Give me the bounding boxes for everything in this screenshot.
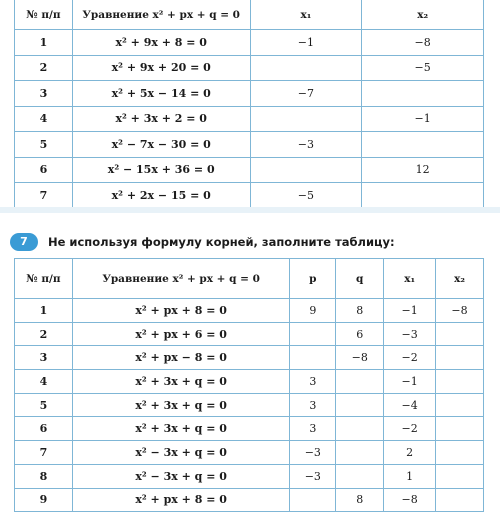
x2-cell xyxy=(362,132,484,158)
row-number: 7 xyxy=(15,183,73,209)
col-header-number: № п/п xyxy=(15,0,73,30)
x2-cell xyxy=(362,81,484,107)
row-number: 1 xyxy=(15,299,73,323)
p-cell: 3 xyxy=(290,370,336,394)
col-header-x1: x₁ xyxy=(250,0,362,30)
x1-cell: −4 xyxy=(384,393,436,417)
equation-cell: x² + 3x + q = 0 xyxy=(72,417,290,441)
q-cell: 8 xyxy=(336,299,384,323)
x2-cell: 12 xyxy=(362,157,484,183)
equation-cell: x² + px + 8 = 0 xyxy=(72,488,290,512)
x1-cell: −1 xyxy=(250,30,362,56)
x1-cell xyxy=(250,55,362,81)
table-header-row xyxy=(15,259,484,299)
p-cell: −3 xyxy=(290,464,336,488)
x1-cell: −1 xyxy=(384,370,436,394)
equation-cell: x² + px + 6 = 0 xyxy=(72,322,290,346)
roots-table-2 xyxy=(14,258,484,512)
x1-cell: −8 xyxy=(384,488,436,512)
equation-cell: x² − 7x − 30 = 0 xyxy=(72,132,250,158)
task-number-badge: 7 xyxy=(10,233,38,251)
table-row xyxy=(15,417,484,441)
table-row xyxy=(15,157,484,183)
row-number: 5 xyxy=(15,393,73,417)
row-number: 6 xyxy=(15,417,73,441)
row-number: 3 xyxy=(15,81,73,107)
x2-cell xyxy=(362,183,484,209)
q-cell xyxy=(336,464,384,488)
p-cell xyxy=(290,322,336,346)
table-row xyxy=(15,106,484,132)
table-row xyxy=(15,370,484,394)
p-cell xyxy=(290,346,336,370)
equation-cell: x² + 3x + q = 0 xyxy=(72,370,290,394)
q-cell xyxy=(336,417,384,441)
q-cell: 6 xyxy=(336,322,384,346)
x2-cell xyxy=(436,464,484,488)
table-row xyxy=(15,464,484,488)
x1-cell: −2 xyxy=(384,346,436,370)
col-header-equation: Уравнение x² + px + q = 0 xyxy=(72,259,290,299)
table-row xyxy=(15,299,484,323)
p-cell: 9 xyxy=(290,299,336,323)
equation-cell: x² + 9x + 8 = 0 xyxy=(72,30,250,56)
equation-cell: x² + 3x + q = 0 xyxy=(72,393,290,417)
task-heading xyxy=(10,233,395,251)
equation-cell: x² − 3x + q = 0 xyxy=(72,441,290,465)
col-header-x1: x₁ xyxy=(384,259,436,299)
table-row xyxy=(15,322,484,346)
x2-cell: −8 xyxy=(436,299,484,323)
q-cell xyxy=(336,393,384,417)
row-number: 3 xyxy=(15,346,73,370)
equation-cell: x² + 3x + 2 = 0 xyxy=(72,106,250,132)
x2-cell xyxy=(436,346,484,370)
row-number: 6 xyxy=(15,157,73,183)
task-text: Не используя формулу корней, заполните таблицу: xyxy=(48,235,395,249)
section-divider xyxy=(0,207,500,213)
table-header-row xyxy=(15,0,484,30)
x2-cell xyxy=(436,370,484,394)
p-cell: 3 xyxy=(290,393,336,417)
p-cell: 3 xyxy=(290,417,336,441)
row-number: 1 xyxy=(15,30,73,56)
equation-cell: x² + 5x − 14 = 0 xyxy=(72,81,250,107)
q-cell xyxy=(336,370,384,394)
x1-cell: −7 xyxy=(250,81,362,107)
x1-cell: −5 xyxy=(250,183,362,209)
q-cell: 8 xyxy=(336,488,384,512)
q-cell: −8 xyxy=(336,346,384,370)
equation-cell: x² + 9x + 20 = 0 xyxy=(72,55,250,81)
table-row xyxy=(15,346,484,370)
x2-cell xyxy=(436,322,484,346)
x2-cell: −1 xyxy=(362,106,484,132)
table-row xyxy=(15,55,484,81)
row-number: 4 xyxy=(15,370,73,394)
table-row xyxy=(15,488,484,512)
equation-cell: x² − 3x + q = 0 xyxy=(72,464,290,488)
row-number: 2 xyxy=(15,55,73,81)
x1-cell: 2 xyxy=(384,441,436,465)
p-cell: −3 xyxy=(290,441,336,465)
table-row xyxy=(15,132,484,158)
x2-cell xyxy=(436,488,484,512)
col-header-q: q xyxy=(336,259,384,299)
table-row xyxy=(15,183,484,209)
table-row xyxy=(15,393,484,417)
equation-cell: x² + px + 8 = 0 xyxy=(72,299,290,323)
x1-cell xyxy=(250,157,362,183)
row-number: 9 xyxy=(15,488,73,512)
row-number: 7 xyxy=(15,441,73,465)
q-cell xyxy=(336,441,384,465)
col-header-number: № п/п xyxy=(15,259,73,299)
x1-cell: −2 xyxy=(384,417,436,441)
x1-cell: 1 xyxy=(384,464,436,488)
row-number: 2 xyxy=(15,322,73,346)
x1-cell xyxy=(250,106,362,132)
table-row xyxy=(15,441,484,465)
table-row xyxy=(15,81,484,107)
col-header-p: p xyxy=(290,259,336,299)
row-number: 5 xyxy=(15,132,73,158)
equation-cell: x² − 15x + 36 = 0 xyxy=(72,157,250,183)
x2-cell xyxy=(436,417,484,441)
col-header-equation: Уравнение x² + px + q = 0 xyxy=(72,0,250,30)
x2-cell: −8 xyxy=(362,30,484,56)
x1-cell: −3 xyxy=(384,322,436,346)
x2-cell xyxy=(436,441,484,465)
x2-cell: −5 xyxy=(362,55,484,81)
equation-cell: x² + 2x − 15 = 0 xyxy=(72,183,250,209)
col-header-x2: x₂ xyxy=(362,0,484,30)
row-number: 4 xyxy=(15,106,73,132)
roots-table-1 xyxy=(14,0,484,209)
col-header-x2: x₂ xyxy=(436,259,484,299)
x2-cell xyxy=(436,393,484,417)
table-row xyxy=(15,30,484,56)
x1-cell: −3 xyxy=(250,132,362,158)
equation-cell: x² + px − 8 = 0 xyxy=(72,346,290,370)
row-number: 8 xyxy=(15,464,73,488)
x1-cell: −1 xyxy=(384,299,436,323)
p-cell xyxy=(290,488,336,512)
